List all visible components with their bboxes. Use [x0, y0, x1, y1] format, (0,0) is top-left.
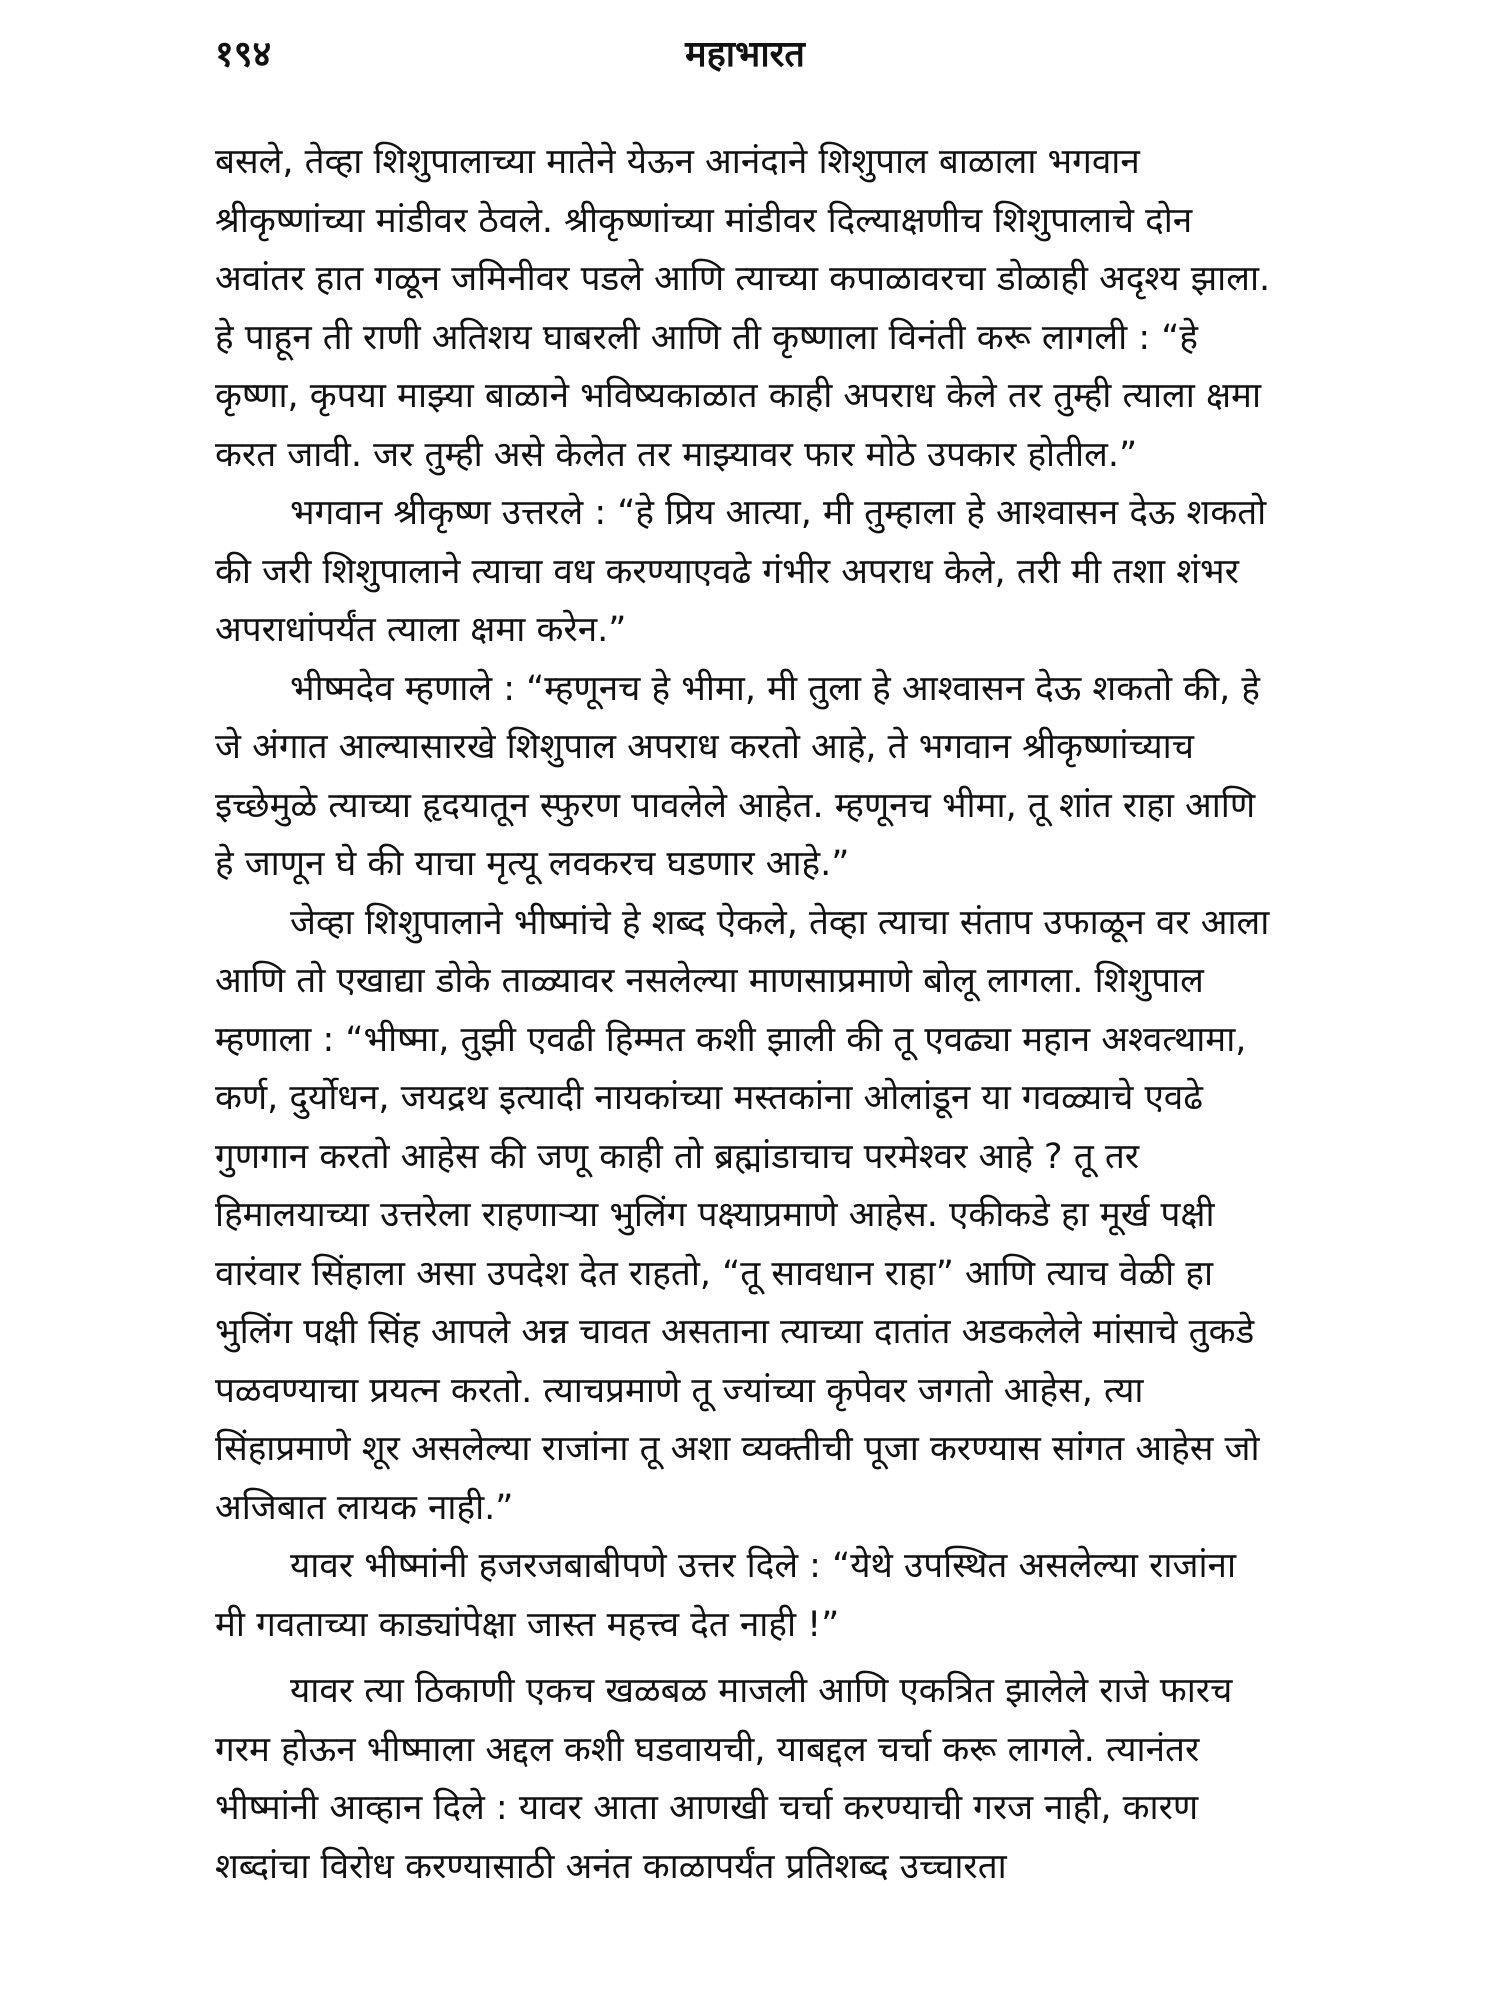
body-text — [215, 133, 1277, 1896]
paragraph-bhishma-speech: भीष्मदेव म्हणाले : “म्हणूनच हे भीमा, मी तुला हे आश्वासन देऊ शकतो की, हे जे अंगात आल्यासारखे शिशुपाल अपराध करतो आहे, ते भगवान श्रीकृष्णांच्याच इच्छेमुळे त्याच्या हृदयातून स्फुरण पावलेले आहेत. म्हणूनच भीमा, तू शांत राहा आणि हे जाणून घे की याचा मृत्यू लवकरच घडणार आहे.” — [215, 668, 1260, 884]
page-number: १९४ — [215, 34, 272, 75]
paragraph-kings-uproar: यावर त्या ठिकाणी एकच खळबळ माजली आणि एकत्रित झालेले राजे फारच गरम होऊन भीष्माला अद्दल कशी घडवायची, याबद्दल चर्चा करू लागले. त्यानंतर भीष्मांनी आव्हान दिले : यावर आता आणखी चर्चा करण्याची गरज नाही, कारण शब्दांचा विरोध करण्यासाठी अनंत काळापर्यंत प्रतिशब्द उच्चारता — [215, 1671, 1233, 1887]
paragraph-bhishma-retort: यावर भीष्मांनी हजरजबाबीपणे उत्तर दिले : “येथे उपस्थित असलेल्या राजांना मी गवताच्या काड्यांपेक्षा जास्त महत्त्व देत नाही !” — [215, 1546, 1237, 1645]
running-header — [215, 30, 1275, 80]
paragraph-krishna-reply: भगवान श्रीकृष्ण उत्तरले : “हे प्रिय आत्या, मी तुम्हाला हे आश्वासन देऊ शकतो की जरी शिशुपालाने त्याचा वध करण्याएवढे गंभीर अपराध केले, तरी मी तशा शंभर अपराधांपर्यंत त्याला क्षमा करेन.” — [215, 493, 1267, 650]
paragraph-shishupala-speech: जेव्हा शिशुपालाने भीष्मांचे हे शब्द ऐकले, तेव्हा त्याचा संताप उफाळून वर आला आणि तो एखाद्या डोके ताळ्यावर नसलेल्या माणसाप्रमाणे बोलू लागला. शिशुपाल म्हणाला : “भीष्मा, तुझी एवढी हिम्मत कशी झाली की तू एवढ्या महान अश्वत्थामा, कर्ण, दुर्योधन, जयद्रथ इत्यादी नायकांच्या मस्तकांना ओलांडून या गवळ्याचे एवढे गुणगान करतो आहेस की जणू काही तो ब्रह्मांडाचाच परमेश्वर आहे ? तू तर हिमालयाच्या उत्तरेला राहणाऱ्या भुलिंग पक्ष्याप्रमाणे आहेस. एकीकडे हा मूर्ख पक्षी वारंवार सिंहाला असा उपदेश देत राहतो, “तू सावधान राहा” आणि त्याच वेळी हा भुलिंग पक्षी सिंह आपले अन्न चावत असताना त्याच्या दातांत अडकलेले मांसाचे तुकडे पळवण्याचा प्रयत्न करतो. त्याचप्रमाणे तू ज्यांच्या कृपेवर जगतो आहेस, त्या सिंहाप्रमाणे शूर असलेल्या राजांना तू अशा व्यक्तीची पूजा करण्यास सांगत आहेस जो अजिबात लायक नाही.” — [215, 902, 1270, 1528]
paragraph-continuation: बसले, तेव्हा शिशुपालाच्या मातेने येऊन आनंदाने शिशुपाल बाळाला भगवान श्रीकृष्णांच्या मांडीवर ठेवले. श्रीकृष्णांच्या मांडीवर दिल्याक्षणीच शिशुपालाचे दोन अवांतर हात गळून जमिनीवर पडले आणि त्याच्या कपाळावरचा डोळाही अदृश्य झाला. हे पाहून ती राणी अतिशय घाबरली आणि ती कृष्णाला विनंती करू लागली : “हे कृष्णा, कृपया माझ्या बाळाने भविष्यकाळात काही अपराध केले तर तुम्ही त्याला क्षमा करत जावी. जर तुम्ही असे केलेत तर माझ्यावर फार मोठे उपकार होतील.” — [215, 142, 1271, 475]
book-title: महाभारत — [685, 34, 805, 75]
